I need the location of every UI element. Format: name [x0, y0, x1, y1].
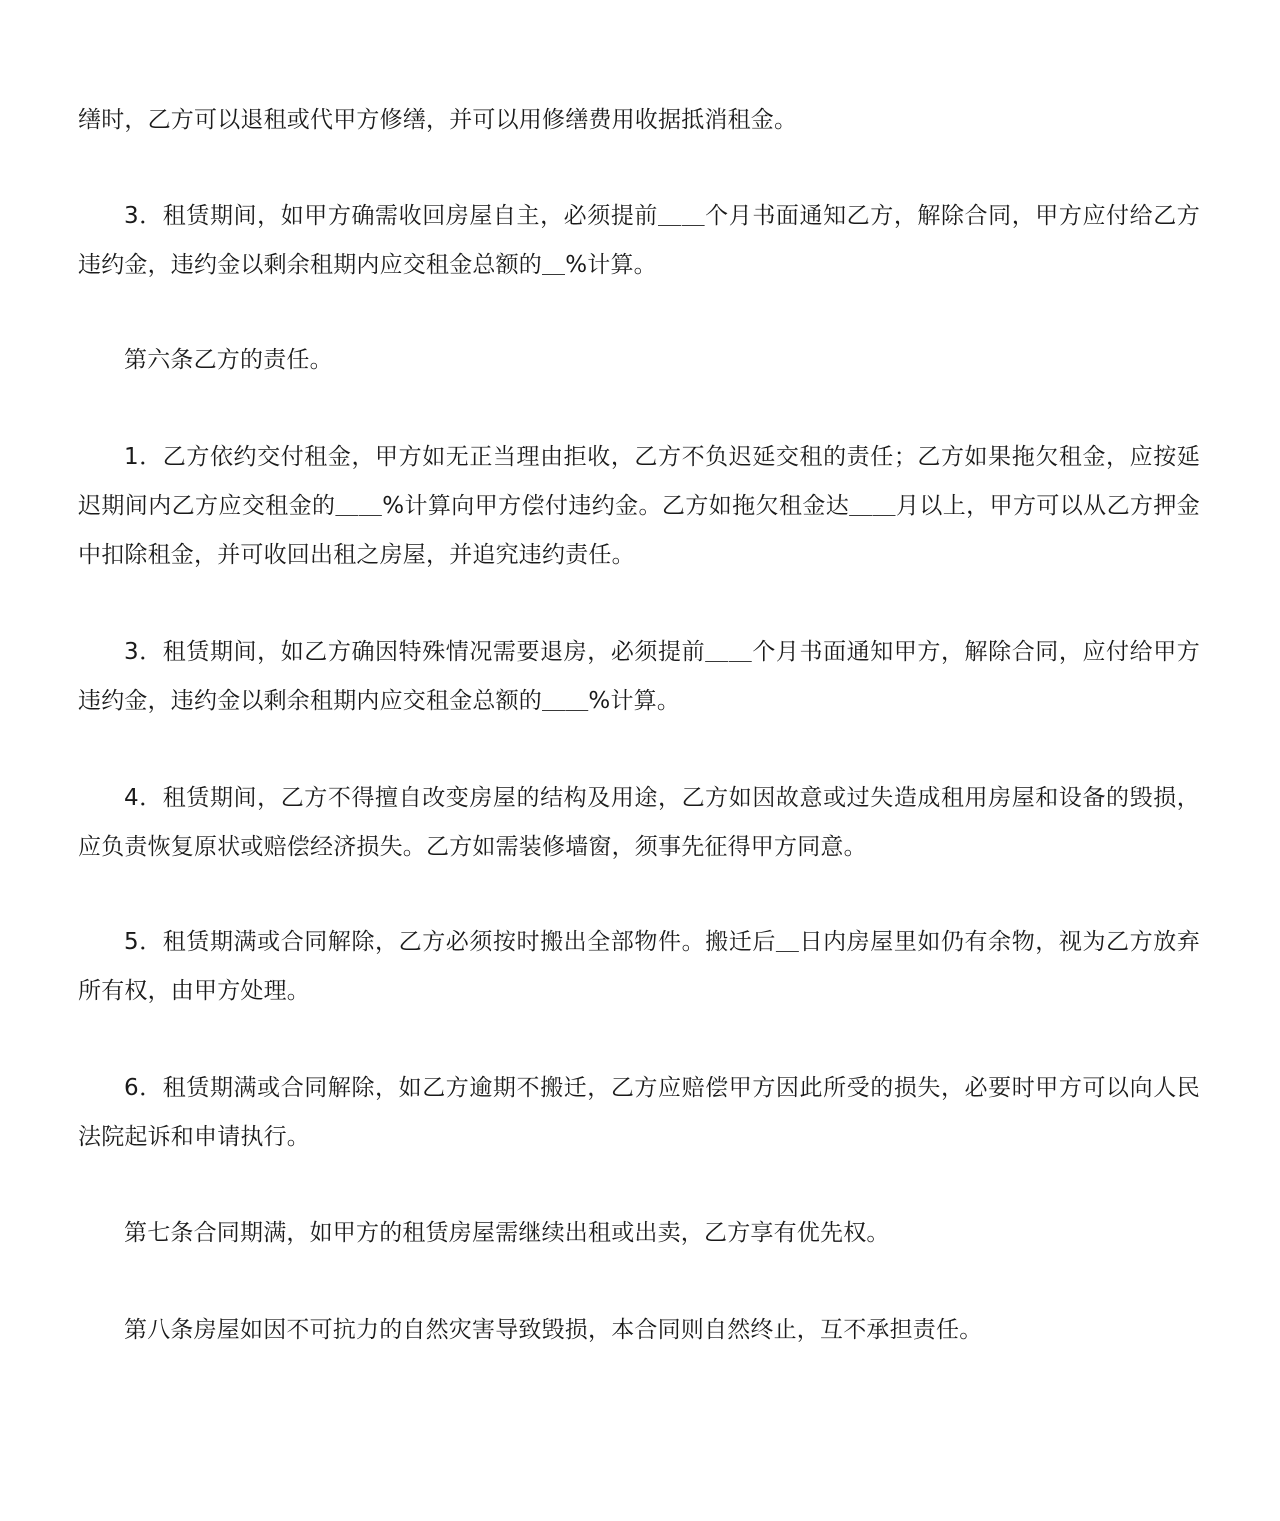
paragraph-clause-5-3: 3．租赁期间，如甲方确需收回房屋自主，必须提前＿＿个月书面通知乙方，解除合同，甲方应付给乙方违约金，违约金以剩余租期内应交租金总额的＿%计算。 [78, 203, 1200, 278]
paragraph-clause-6-6: 6．租赁期满或合同解除，如乙方逾期不搬迁，乙方应赔偿甲方因此所受的损失，必要时甲方可以向人民法院起诉和申请执行。 [78, 1075, 1200, 1150]
paragraph-article-8: 第八条房屋如因不可抗力的自然灾害导致毁损，本合同则自然终止，互不承担责任。 [124, 1317, 983, 1343]
heading-article-6: 第六条乙方的责任。 [124, 347, 333, 373]
paragraph-clause-6-5: 5．租赁期满或合同解除，乙方必须按时搬出全部物件。搬迁后＿日内房屋里如仍有余物，视为乙方放弃所有权，由甲方处理。 [78, 929, 1200, 1004]
paragraph-clause-6-4: 4．租赁期间，乙方不得擅自改变房屋的结构及用途，乙方如因故意或过失造成租用房屋和设备的毁损，应负责恢复原状或赔偿经济损失。乙方如需装修墙窗，须事先征得甲方同意。 [78, 785, 1200, 860]
paragraph-clause-6-1: 1．乙方依约交付租金，甲方如无正当理由拒收，乙方不负迟延交租的责任；乙方如果拖欠租金，应按延迟期间内乙方应交租金的＿＿%计算向甲方偿付违约金。乙方如拖欠租金达＿＿月以上，甲方可以从乙方押金中扣除租金，并可收回出租之房屋，并追究违约责任。 [78, 444, 1200, 568]
paragraph-article-7: 第七条合同期满，如甲方的租赁房屋需继续出租或出卖，乙方享有优先权。 [124, 1220, 890, 1246]
paragraph-clause-6-3: 3．租赁期间，如乙方确因特殊情况需要退房，必须提前＿＿个月书面通知甲方，解除合同，应付给甲方违约金，违约金以剩余租期内应交租金总额的＿＿%计算。 [78, 639, 1200, 714]
paragraph-continuation: 缮时，乙方可以退租或代甲方修缮，并可以用修缮费用收据抵消租金。 [78, 107, 798, 133]
